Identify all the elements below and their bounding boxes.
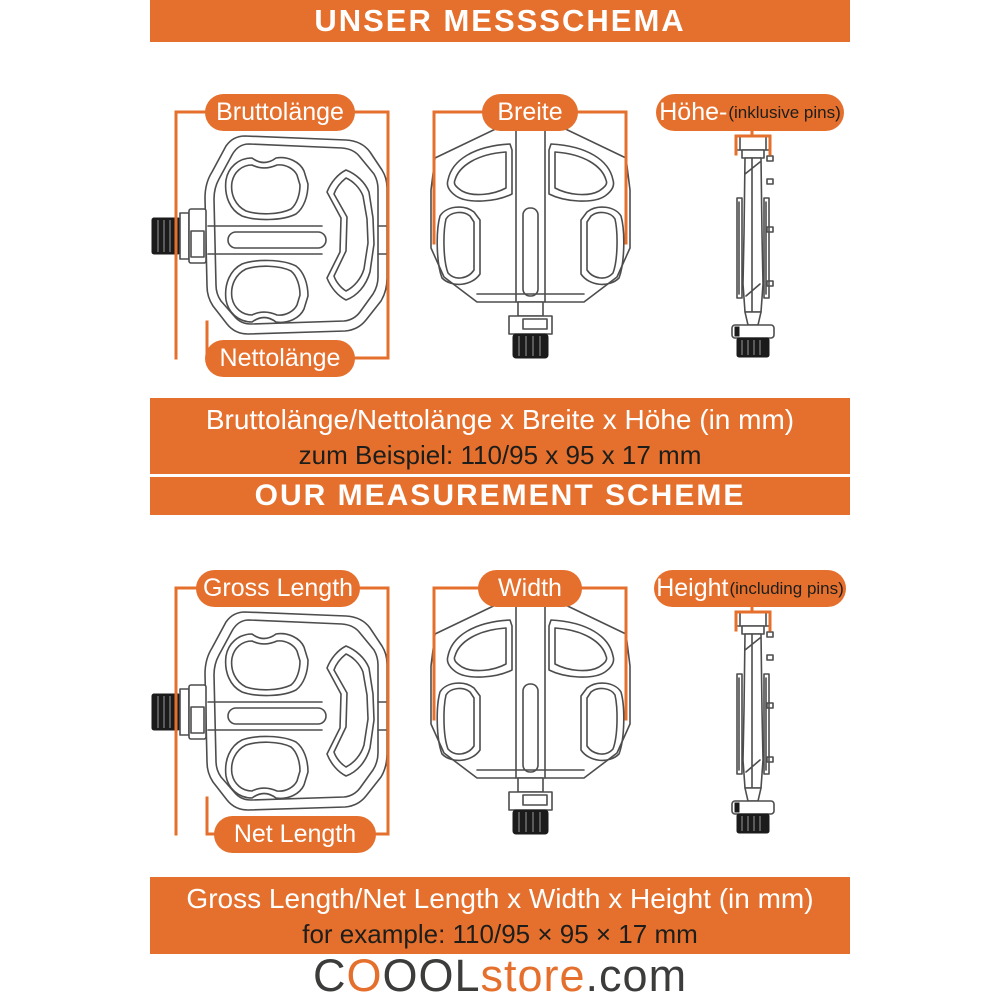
english-title-banner: OUR MEASUREMENT SCHEME <box>150 477 850 515</box>
label-width-en: Width <box>478 570 582 607</box>
label-gross-length-de: Bruttolänge <box>205 94 355 131</box>
formula-box-de <box>150 398 850 474</box>
logo-tld: .com <box>585 950 688 1000</box>
example-text-en: for example: 110/95 × 95 × 17 mm <box>302 919 698 949</box>
label-height-de <box>656 94 844 131</box>
label-net-length-en: Net Length <box>214 816 376 853</box>
label-height-en-note: (including pins) <box>729 578 844 598</box>
german-title-banner: UNSER MESSSCHEMA <box>150 0 850 42</box>
label-height-de-note: (inklusive pins) <box>728 102 841 122</box>
formula-box-en <box>150 877 850 954</box>
logo-letter-c: C <box>312 950 347 1000</box>
label-gross-length-en: Gross Length <box>196 570 360 607</box>
english-section-drawings <box>152 588 774 834</box>
label-width-de: Breite <box>482 94 578 131</box>
logo-letters-oo: OO <box>382 950 455 1000</box>
logo-letter-l: L <box>454 950 481 1000</box>
example-text-de: zum Beispiel: 110/95 x 95 x 17 mm <box>298 439 702 470</box>
german-section-drawings <box>152 112 774 358</box>
formula-text-en: Gross Length/Net Length x Width x Height (in mm) <box>186 883 814 914</box>
brand-logo <box>0 950 1000 1000</box>
logo-word-store: store <box>480 950 586 1000</box>
label-height-de-main: Höhe- <box>659 98 728 126</box>
formula-text-de: Bruttolänge/Nettolänge x Breite x Höhe (in mm) <box>205 403 795 435</box>
logo-letter-o-orange: O <box>346 950 383 1000</box>
label-height-en-main: Height <box>656 574 729 602</box>
label-net-length-de: Nettolänge <box>205 340 355 377</box>
label-height-en <box>654 570 846 607</box>
